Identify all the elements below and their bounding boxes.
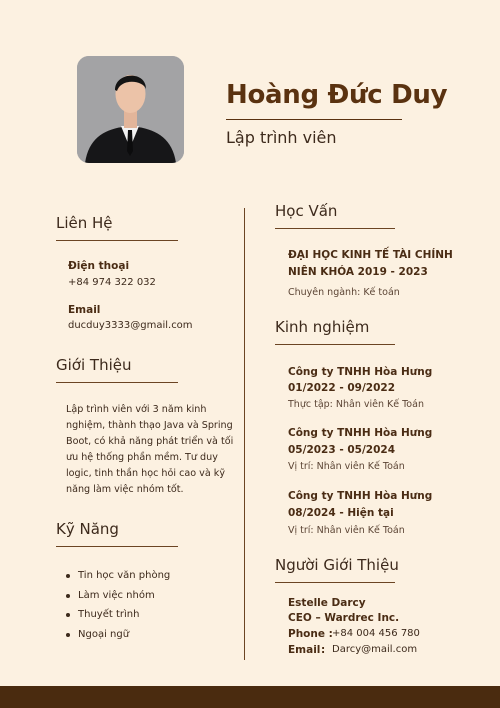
candidate-name: Hoàng Đức Duy (226, 80, 448, 110)
school-years: NIÊN KHÓA 2019 - 2023 (288, 266, 428, 278)
skills-divider (56, 546, 178, 547)
bullet-icon (66, 633, 70, 637)
intro-heading: Giới Thiệu (56, 356, 132, 374)
reference-email-label: Email (288, 644, 321, 656)
reference-name: Estelle Darcy (288, 597, 366, 609)
intro-text: Lập trình viên với 3 năm kinh nghiệm, thành thạo Java và Spring Boot, có khả năng phát triển và tối ưu hệ thống phần mềm. Tư duy logic, tinh thần học hỏi cao và kỹ năng làm việc nhóm tốt. (66, 404, 234, 495)
experience-divider (275, 344, 395, 345)
email-value: ducduy3333@gmail.com (68, 320, 193, 331)
skills-list (66, 568, 170, 646)
person-portrait-icon (77, 56, 184, 163)
job-company: Công ty TNHH Hòa Hưng (288, 427, 433, 439)
reference-phone: +84 004 456 780 (332, 628, 420, 639)
list-item: Làm việc nhóm (66, 588, 170, 608)
intro-divider (56, 382, 178, 383)
contact-divider (56, 240, 178, 241)
school-major: Chuyên ngành: Kế toán (288, 287, 400, 298)
column-divider (244, 208, 245, 660)
profile-photo (77, 56, 184, 163)
job-position: Vị trí: Nhân viên Kế Toán (288, 525, 405, 536)
bullet-icon (66, 594, 70, 598)
skills-heading: Kỹ Năng (56, 520, 119, 538)
list-item: Ngoại ngữ (66, 627, 170, 647)
reference-title: CEO – Wardrec Inc. (288, 612, 400, 624)
footer-bar (0, 686, 500, 708)
job-period: 05/2023 - 05/2024 (288, 444, 396, 456)
candidate-role: Lập trình viên (226, 128, 337, 147)
list-item: Thuyết trình (66, 607, 170, 627)
contact-heading: Liên Hệ (56, 214, 113, 232)
job-period: 01/2022 - 09/2022 (288, 382, 396, 394)
reference-email-separator: : (321, 644, 326, 656)
job-position: Vị trí: Nhân viên Kế Toán (288, 461, 405, 472)
name-divider (226, 119, 402, 120)
experience-heading: Kinh nghiệm (275, 318, 370, 336)
reference-email: Darcy@mail.com (332, 644, 418, 655)
phone-value: +84 974 322 032 (68, 277, 156, 288)
education-heading: Học Vấn (275, 202, 338, 220)
bullet-icon (66, 613, 70, 617)
job-position: Thực tập: Nhân viên Kế Toán (288, 399, 424, 410)
job-period: 08/2024 - Hiện tại (288, 507, 394, 519)
phone-label: Điện thoại (68, 260, 130, 272)
reference-phone-label: Phone : (288, 628, 333, 640)
education-divider (275, 228, 395, 229)
job-company: Công ty TNHH Hòa Hưng (288, 490, 433, 502)
list-item: Tin học văn phòng (66, 568, 170, 588)
references-heading: Người Giới Thiệu (275, 556, 399, 574)
references-divider (275, 582, 395, 583)
job-company: Công ty TNHH Hòa Hưng (288, 366, 433, 378)
email-label: Email (68, 304, 101, 316)
bullet-icon (66, 574, 70, 578)
school-name: ĐẠI HỌC KINH TẾ TÀI CHÍNH (288, 249, 453, 261)
